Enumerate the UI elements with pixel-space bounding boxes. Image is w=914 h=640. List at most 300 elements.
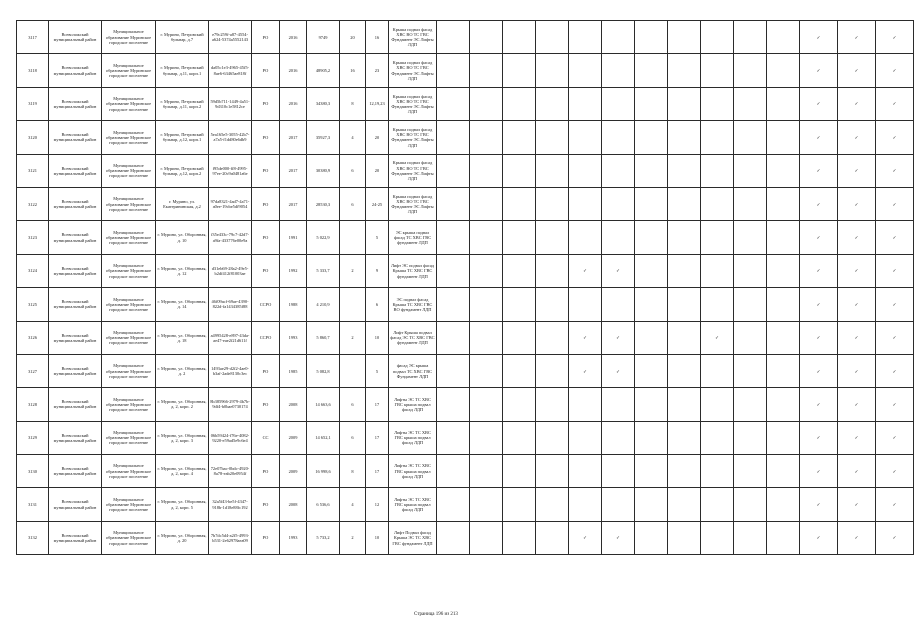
table-row: [17, 21, 914, 54]
empty-mark-cell: [437, 121, 470, 154]
empty-mark-cell: [470, 221, 503, 254]
municipality-cell: Муниципальное образование Муринское городское поселение: [102, 488, 156, 521]
check-mark-icon: ✓: [800, 154, 838, 187]
area-cell: 5 022,9: [307, 221, 340, 254]
check-mark-icon: ✓: [569, 354, 602, 387]
address-cell: г. Мурино, Петровский бульвар, д.11, корп.2: [156, 87, 209, 120]
district-cell: Всеволожский муниципальный район: [49, 187, 102, 220]
empty-mark-cell: [767, 54, 800, 87]
row-number: 3119: [17, 87, 49, 120]
empty-mark-cell: [569, 421, 602, 454]
year-cell: 1985: [280, 354, 307, 387]
row-number: 3125: [17, 288, 49, 321]
address-cell: г. Мурино, Петровский бульвар, д.11, корп.1: [156, 54, 209, 87]
empty-mark-cell: [635, 54, 668, 87]
guid-cell: e79c259f-a87-4554-a624-5374a5552143: [209, 21, 252, 54]
check-mark-icon: ✓: [838, 488, 876, 521]
year-cell: 2008: [280, 488, 307, 521]
empty-mark-cell: [503, 421, 536, 454]
empty-mark-cell: [734, 521, 767, 554]
empty-mark-cell: [767, 221, 800, 254]
empty-mark-cell: [536, 421, 569, 454]
management-type-cell: РО: [252, 154, 280, 187]
row-number: 3118: [17, 54, 49, 87]
table-row: [17, 154, 914, 187]
empty-mark-cell: [569, 488, 602, 521]
district-cell: Всеволожский муниципальный район: [49, 254, 102, 287]
check-mark-icon: ✓: [800, 321, 838, 354]
area-cell: 5 082,8: [307, 354, 340, 387]
floors-cell: 6: [340, 187, 366, 220]
empty-mark-cell: [701, 21, 734, 54]
empty-mark-cell: [668, 421, 701, 454]
works-cell: фасад ЭС крыша подвал ТС ХВС ГВС Фундамент ЛДП: [389, 354, 437, 387]
empty-mark-cell: [734, 388, 767, 421]
empty-mark-cell: [470, 87, 503, 120]
entrances-cell: 5: [366, 221, 389, 254]
area-cell: 6 536,6: [307, 488, 340, 521]
works-cell: Крыша подвал фасад ХВС ВО ТС ГВС Фундамент ЭС Лифты ЛДП: [389, 154, 437, 187]
empty-mark-cell: [668, 388, 701, 421]
district-cell: Всеволожский муниципальный район: [49, 388, 102, 421]
guid-cell: 06b59424-f76e-4082-9220-e59ad5e9c6e4: [209, 421, 252, 454]
empty-mark-cell: [569, 54, 602, 87]
check-mark-icon: ✓: [800, 54, 838, 87]
address-cell: г. Мурино, ул. Оборонная, д. 20: [156, 521, 209, 554]
works-cell: Лифт Подвал фасад Крыша ЭС ТС ХВС ГВС фундамент ЛДП: [389, 521, 437, 554]
table-row: [17, 421, 914, 454]
empty-mark-cell: [470, 54, 503, 87]
empty-mark-cell: [470, 154, 503, 187]
floors-cell: 8: [340, 87, 366, 120]
empty-mark-cell: [569, 288, 602, 321]
empty-mark-cell: [470, 121, 503, 154]
entrances-cell: 16: [366, 21, 389, 54]
check-mark-icon: ✓: [876, 187, 914, 220]
empty-mark-cell: [503, 221, 536, 254]
district-cell: Всеволожский муниципальный район: [49, 288, 102, 321]
empty-mark-cell: [536, 121, 569, 154]
guid-cell: f95de000-ff8-4995-97ee-20c9a0481a6e: [209, 154, 252, 187]
floors-cell: 2: [340, 254, 366, 287]
table-row: [17, 488, 914, 521]
empty-mark-cell: [734, 354, 767, 387]
empty-mark-cell: [536, 54, 569, 87]
empty-mark-cell: [569, 455, 602, 488]
empty-mark-cell: [668, 21, 701, 54]
works-cell: Лифты ЭС ТС ХВС ГВС крыша подвал фасад ЛДП: [389, 488, 437, 521]
guid-cell: 5ea165e5-3055-42b7-a7a5-f1dd80e6db9: [209, 121, 252, 154]
entrances-cell: 17: [366, 388, 389, 421]
entrances-cell: 10: [366, 321, 389, 354]
empty-mark-cell: [536, 21, 569, 54]
empty-mark-cell: [635, 87, 668, 120]
empty-mark-cell: [536, 221, 569, 254]
empty-mark-cell: [536, 321, 569, 354]
check-mark-icon: ✓: [800, 87, 838, 120]
year-cell: 1988: [280, 288, 307, 321]
check-mark-icon: ✓: [876, 455, 914, 488]
empty-mark-cell: [701, 521, 734, 554]
row-number: 3127: [17, 354, 49, 387]
empty-mark-cell: [470, 321, 503, 354]
empty-mark-cell: [536, 288, 569, 321]
empty-mark-cell: [437, 354, 470, 387]
empty-mark-cell: [437, 421, 470, 454]
registry-sheet: [16, 20, 914, 555]
floors-cell: 16: [340, 54, 366, 87]
empty-mark-cell: [734, 187, 767, 220]
empty-mark-cell: [635, 354, 668, 387]
district-cell: Всеволожский муниципальный район: [49, 421, 102, 454]
entrances-cell: 6: [366, 288, 389, 321]
empty-mark-cell: [503, 121, 536, 154]
check-mark-icon: ✓: [838, 288, 876, 321]
floors-cell: 20: [340, 21, 366, 54]
empty-mark-cell: [503, 21, 536, 54]
empty-mark-cell: [767, 87, 800, 120]
check-mark-icon: ✓: [569, 521, 602, 554]
municipality-cell: Муниципальное образование Муринское городское поселение: [102, 121, 156, 154]
district-cell: Всеволожский муниципальный район: [49, 488, 102, 521]
check-mark-icon: ✓: [876, 87, 914, 120]
works-cell: Крыша подвал фасад ХВС ВО ТС ГВС Фундамент ЭС Лифты ЛДП: [389, 87, 437, 120]
empty-mark-cell: [437, 154, 470, 187]
address-cell: г. Мурино, ул. Оборонная, д. 2, корп. 5: [156, 488, 209, 521]
empty-mark-cell: [701, 254, 734, 287]
empty-mark-cell: [470, 21, 503, 54]
empty-mark-cell: [569, 187, 602, 220]
empty-mark-cell: [503, 288, 536, 321]
works-cell: Лифты ЭС ТС ХВС ГВС крыша подвал фасад ЛДП: [389, 421, 437, 454]
check-mark-icon: ✓: [838, 121, 876, 154]
address-cell: г. Мурино, ул. Екатерининская, д.2: [156, 187, 209, 220]
entrances-cell: 12,19,23: [366, 87, 389, 120]
empty-mark-cell: [503, 354, 536, 387]
management-type-cell: РО: [252, 21, 280, 54]
empty-mark-cell: [569, 87, 602, 120]
table-row: [17, 254, 914, 287]
works-cell: Крыша подвал фасад ХВС ВО ТС ГВС Фундамент ЭС Лифты ЛДП: [389, 21, 437, 54]
check-mark-icon: ✓: [800, 254, 838, 287]
address-cell: г. Мурино, Петровский бульвар, д.12, корп.2: [156, 154, 209, 187]
year-cell: 2016: [280, 54, 307, 87]
row-number: 3130: [17, 455, 49, 488]
entrances-cell: 20: [366, 121, 389, 154]
empty-mark-cell: [767, 154, 800, 187]
empty-mark-cell: [503, 187, 536, 220]
check-mark-icon: ✓: [838, 388, 876, 421]
empty-mark-cell: [635, 288, 668, 321]
check-mark-icon: ✓: [876, 388, 914, 421]
check-mark-icon: ✓: [602, 521, 635, 554]
empty-mark-cell: [437, 455, 470, 488]
empty-mark-cell: [668, 221, 701, 254]
entrances-cell: 5: [366, 354, 389, 387]
empty-mark-cell: [470, 288, 503, 321]
check-mark-icon: ✓: [838, 321, 876, 354]
guid-cell: 59d5b711-1449-4a51-9d310c1e5812ce: [209, 87, 252, 120]
check-mark-icon: ✓: [838, 154, 876, 187]
empty-mark-cell: [635, 421, 668, 454]
floors-cell: 6: [340, 421, 366, 454]
empty-mark-cell: [701, 421, 734, 454]
housing-registry-table: [16, 20, 914, 555]
empty-mark-cell: [602, 87, 635, 120]
guid-cell: 8b385966-2979-4b7b-9df4-b0bae0730174: [209, 388, 252, 421]
empty-mark-cell: [602, 288, 635, 321]
row-number: 3128: [17, 388, 49, 421]
empty-mark-cell: [536, 488, 569, 521]
empty-mark-cell: [503, 455, 536, 488]
address-cell: г. Мурино, ул. Оборонная, д. 2, корп. 2: [156, 388, 209, 421]
empty-mark-cell: [602, 388, 635, 421]
row-number: 3121: [17, 154, 49, 187]
empty-mark-cell: [602, 187, 635, 220]
empty-mark-cell: [767, 455, 800, 488]
management-type-cell: РО: [252, 354, 280, 387]
row-number: 3132: [17, 521, 49, 554]
empty-mark-cell: [503, 54, 536, 87]
area-cell: 48905,2: [307, 54, 340, 87]
entrances-cell: 20: [366, 154, 389, 187]
check-mark-icon: ✓: [876, 321, 914, 354]
empty-mark-cell: [767, 354, 800, 387]
empty-mark-cell: [734, 321, 767, 354]
management-type-cell: ССРО: [252, 321, 280, 354]
empty-mark-cell: [437, 521, 470, 554]
empty-mark-cell: [668, 321, 701, 354]
empty-mark-cell: [734, 154, 767, 187]
address-cell: г. Мурино, ул. Оборонная, д. 12: [156, 254, 209, 287]
district-cell: Всеволожский муниципальный район: [49, 121, 102, 154]
guid-cell: 97da8321-4ad7-4a71-a0ee-19cbe5df9054: [209, 187, 252, 220]
address-cell: г. Мурино, ул. Оборонная, д. 2, корп. 3: [156, 421, 209, 454]
empty-mark-cell: [668, 254, 701, 287]
empty-mark-cell: [602, 455, 635, 488]
empty-mark-cell: [734, 87, 767, 120]
empty-mark-cell: [503, 154, 536, 187]
management-type-cell: ССРО: [252, 288, 280, 321]
address-cell: г. Мурино, ул. Оборонная, д. 2: [156, 354, 209, 387]
empty-mark-cell: [503, 87, 536, 120]
check-mark-icon: ✓: [800, 288, 838, 321]
area-cell: 9749: [307, 21, 340, 54]
empty-mark-cell: [635, 154, 668, 187]
empty-mark-cell: [734, 254, 767, 287]
check-mark-icon: ✓: [800, 488, 838, 521]
municipality-cell: Муниципальное образование Муринское городское поселение: [102, 254, 156, 287]
empty-mark-cell: [668, 154, 701, 187]
empty-mark-cell: [701, 354, 734, 387]
floors-cell: 4: [340, 488, 366, 521]
table-row: [17, 321, 914, 354]
area-cell: 16 998,6: [307, 455, 340, 488]
check-mark-icon: ✓: [876, 288, 914, 321]
row-number: 3129: [17, 421, 49, 454]
empty-mark-cell: [503, 254, 536, 287]
empty-mark-cell: [470, 421, 503, 454]
table-row: [17, 121, 914, 154]
management-type-cell: РО: [252, 388, 280, 421]
management-type-cell: РО: [252, 87, 280, 120]
municipality-cell: Муниципальное образование Муринское городское поселение: [102, 288, 156, 321]
check-mark-icon: ✓: [838, 354, 876, 387]
check-mark-icon: ✓: [838, 187, 876, 220]
works-cell: ЭС подвал фасад Крыша ТС ХВС ГВС ВО фундамент ЛДП: [389, 288, 437, 321]
municipality-cell: Муниципальное образование Муринское городское поселение: [102, 221, 156, 254]
check-mark-icon: ✓: [838, 221, 876, 254]
empty-mark-cell: [701, 388, 734, 421]
empty-mark-cell: [536, 154, 569, 187]
works-cell: Крыша подвал фасад ХВС ВО ТС ГВС Фундамент ЭС Лифты ЛДП: [389, 54, 437, 87]
check-mark-icon: ✓: [838, 254, 876, 287]
check-mark-icon: ✓: [800, 21, 838, 54]
area-cell: 14 652,1: [307, 421, 340, 454]
check-mark-icon: ✓: [838, 21, 876, 54]
check-mark-icon: ✓: [876, 421, 914, 454]
works-cell: ЭС крыша подвал фасад ТС ХВС ГВС фундамент ЛДП: [389, 221, 437, 254]
empty-mark-cell: [602, 221, 635, 254]
check-mark-icon: ✓: [838, 455, 876, 488]
year-cell: 2009: [280, 455, 307, 488]
check-mark-icon: ✓: [876, 21, 914, 54]
empty-mark-cell: [734, 21, 767, 54]
empty-mark-cell: [635, 388, 668, 421]
check-mark-icon: ✓: [876, 54, 914, 87]
empty-mark-cell: [734, 121, 767, 154]
municipality-cell: Муниципальное образование Муринское городское поселение: [102, 388, 156, 421]
empty-mark-cell: [767, 121, 800, 154]
empty-mark-cell: [767, 187, 800, 220]
empty-mark-cell: [536, 455, 569, 488]
floors-cell: [340, 288, 366, 321]
empty-mark-cell: [470, 354, 503, 387]
empty-mark-cell: [701, 488, 734, 521]
check-mark-icon: ✓: [602, 254, 635, 287]
empty-mark-cell: [767, 321, 800, 354]
empty-mark-cell: [767, 254, 800, 287]
district-cell: Всеволожский муниципальный район: [49, 154, 102, 187]
guid-cell: a4995428-e897-43da-ae47-eae2f21d611f: [209, 321, 252, 354]
empty-mark-cell: [701, 121, 734, 154]
empty-mark-cell: [701, 221, 734, 254]
municipality-cell: Муниципальное образование Муринское городское поселение: [102, 187, 156, 220]
empty-mark-cell: [536, 87, 569, 120]
check-mark-icon: ✓: [838, 421, 876, 454]
empty-mark-cell: [536, 521, 569, 554]
empty-mark-cell: [635, 321, 668, 354]
empty-mark-cell: [767, 21, 800, 54]
management-type-cell: РО: [252, 187, 280, 220]
municipality-cell: Муниципальное образование Муринское городское поселение: [102, 21, 156, 54]
empty-mark-cell: [767, 421, 800, 454]
empty-mark-cell: [734, 221, 767, 254]
check-mark-icon: ✓: [602, 321, 635, 354]
area-cell: 5 733,2: [307, 521, 340, 554]
check-mark-icon: ✓: [838, 54, 876, 87]
empty-mark-cell: [734, 455, 767, 488]
guid-cell: 32a5f43-be5f-4347-918b-1d18e88fc192: [209, 488, 252, 521]
empty-mark-cell: [701, 154, 734, 187]
entrances-cell: 12: [366, 488, 389, 521]
year-cell: 2016: [280, 87, 307, 120]
entrances-cell: 24-25: [366, 187, 389, 220]
municipality-cell: Муниципальное образование Муринское городское поселение: [102, 455, 156, 488]
empty-mark-cell: [635, 254, 668, 287]
guid-cell: da05c1e3-4965-45f5-8ae6-63465ae818f: [209, 54, 252, 87]
district-cell: Всеволожский муниципальный район: [49, 354, 102, 387]
floors-cell: 2: [340, 521, 366, 554]
year-cell: 1993: [280, 521, 307, 554]
management-type-cell: РО: [252, 54, 280, 87]
empty-mark-cell: [536, 254, 569, 287]
check-mark-icon: ✓: [800, 221, 838, 254]
empty-mark-cell: [437, 187, 470, 220]
empty-mark-cell: [635, 121, 668, 154]
address-cell: г. Мурино, ул. Оборонная, д. 18: [156, 321, 209, 354]
check-mark-icon: ✓: [876, 221, 914, 254]
check-mark-icon: ✓: [876, 121, 914, 154]
table-row: [17, 87, 914, 120]
district-cell: Всеволожский муниципальный район: [49, 455, 102, 488]
check-mark-icon: ✓: [838, 521, 876, 554]
area-cell: 30380,9: [307, 154, 340, 187]
empty-mark-cell: [470, 254, 503, 287]
check-mark-icon: ✓: [876, 488, 914, 521]
municipality-cell: Муниципальное образование Муринское городское поселение: [102, 321, 156, 354]
guid-cell: 46f09acf-69ae-4390-822d-fa1434385f88: [209, 288, 252, 321]
check-mark-icon: ✓: [800, 121, 838, 154]
works-cell: Лифты ЭС ТС ХВС ГВС крыша подвал фасад ЛДП: [389, 388, 437, 421]
address-cell: г. Мурино, ул. Оборонная, д. 14: [156, 288, 209, 321]
empty-mark-cell: [437, 221, 470, 254]
empty-mark-cell: [668, 87, 701, 120]
empty-mark-cell: [668, 488, 701, 521]
check-mark-icon: ✓: [876, 154, 914, 187]
empty-mark-cell: [668, 521, 701, 554]
empty-mark-cell: [437, 488, 470, 521]
check-mark-icon: ✓: [569, 321, 602, 354]
empty-mark-cell: [569, 121, 602, 154]
table-row: [17, 288, 914, 321]
empty-mark-cell: [767, 488, 800, 521]
district-cell: Всеволожский муниципальный район: [49, 521, 102, 554]
guid-cell: f35e433c-79c7-42d7-a9fa-433776e00e9a: [209, 221, 252, 254]
table-row: [17, 455, 914, 488]
area-cell: 14 663,6: [307, 388, 340, 421]
empty-mark-cell: [734, 488, 767, 521]
check-mark-icon: ✓: [800, 388, 838, 421]
year-cell: 1991: [280, 221, 307, 254]
municipality-cell: Муниципальное образование Муринское городское поселение: [102, 354, 156, 387]
year-cell: 2017: [280, 121, 307, 154]
empty-mark-cell: [668, 354, 701, 387]
empty-mark-cell: [734, 288, 767, 321]
empty-mark-cell: [668, 187, 701, 220]
year-cell: 2016: [280, 21, 307, 54]
floors-cell: 4: [340, 121, 366, 154]
empty-mark-cell: [668, 288, 701, 321]
empty-mark-cell: [602, 488, 635, 521]
guid-cell: 72e07bac-0bdc-4920-8a78-eab20e0954f: [209, 455, 252, 488]
district-cell: Всеволожский муниципальный район: [49, 87, 102, 120]
empty-mark-cell: [635, 187, 668, 220]
row-number: 3124: [17, 254, 49, 287]
area-cell: 4 210,9: [307, 288, 340, 321]
year-cell: 2017: [280, 154, 307, 187]
check-mark-icon: ✓: [701, 321, 734, 354]
